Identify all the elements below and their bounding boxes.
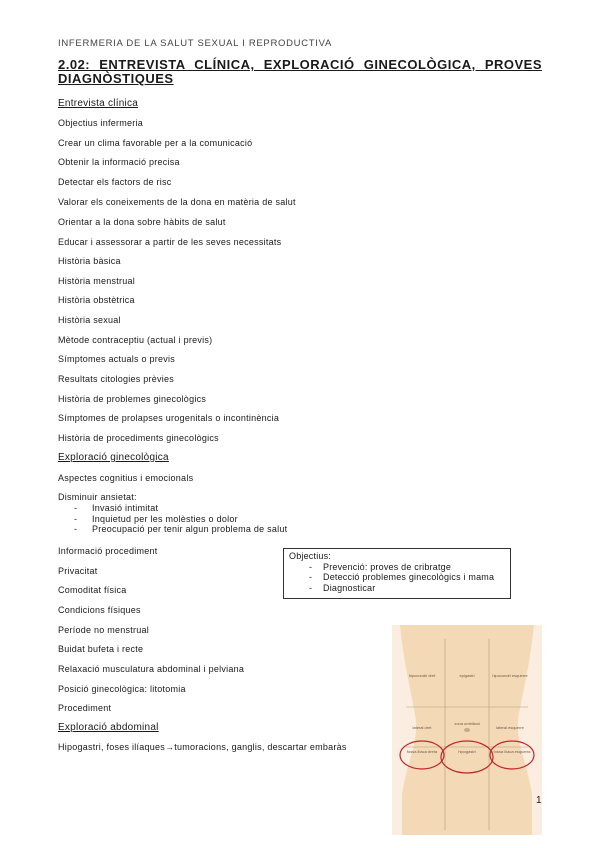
list-item: - Diagnosticar <box>309 582 376 593</box>
region-label: zona umbilical <box>454 721 480 726</box>
list-item: Procediment <box>58 703 112 713</box>
paragraph: Aspectes cognitius i emocionals <box>58 473 194 483</box>
list-item: Història bàsica <box>58 256 121 266</box>
list-item: Detectar els factors de risc <box>58 177 172 187</box>
list-item: Posició ginecològica: litotomia <box>58 684 186 694</box>
page-header: INFERMERIA DE LA SALUT SEXUAL I REPRODUCTIVA <box>58 38 332 49</box>
list-item: - Detecció problemes ginecològics i mama <box>309 572 495 582</box>
list-item: Història menstrual <box>58 276 136 286</box>
list-item: Mètode contraceptiu (actual i previs) <box>58 335 213 345</box>
list-item: Història de problemes ginecològics <box>58 394 207 404</box>
section-heading-abdominal: Exploració abdominal <box>58 722 159 733</box>
region-label: epigastri <box>459 673 475 678</box>
region-label: hipocondri dret <box>408 673 436 678</box>
list-item: Valorar els coneixements de la dona en matèria de salut <box>58 197 296 207</box>
list-item: Orientar a la dona sobre hàbits de salut <box>58 217 226 227</box>
objectives-label: Objectius: <box>289 551 332 561</box>
list-item: Història sexual <box>58 315 121 325</box>
list-item: Símptomes actuals o previs <box>58 354 176 364</box>
abdominal-regions-figure <box>392 625 542 835</box>
region-label: lateral esquerre <box>496 725 524 730</box>
list-item: - Invasió intimitat <box>74 503 159 513</box>
list-item: - Prevenció: proves de cribratge <box>309 561 452 572</box>
page-number: 1 <box>536 795 542 806</box>
list-item: Història de procediments ginecològics <box>58 433 219 443</box>
section-heading: Exploració ginecològica <box>58 452 169 463</box>
list-item: Buidat bufeta i recte <box>58 644 144 654</box>
list-item: Obtenir la informació precisa <box>58 157 180 167</box>
list-item: - Inquietud per les molèsties o dolor <box>74 513 238 524</box>
page-title: 2.02: ENTREVISTA CLÍNICA, EXPLORACIÓ GINECOLÒGICA, PROVES DIAGNÒSTIQUES <box>58 57 542 86</box>
navel <box>464 728 470 732</box>
list-item: Període no menstrual <box>58 625 150 635</box>
anxiety-list <box>58 503 287 535</box>
list-item: Resultats citologies prèvies <box>58 374 175 384</box>
region-label: hipocondri esquerre <box>492 673 528 678</box>
objectives-list <box>289 562 505 594</box>
region-label: fossa ilíaca dreta <box>406 749 438 754</box>
list-item: - Preocupació per tenir algun problema de salut <box>74 524 288 534</box>
region-label: fossa ilíaca esquerra <box>493 749 531 754</box>
anxiety-block <box>58 492 287 535</box>
region-label: hipogastri <box>458 749 476 754</box>
list-item: Crear un clima favorable per a la comunicació <box>58 138 253 148</box>
objectives-box <box>283 548 511 599</box>
list-item: Relaxació musculatura abdominal i pelviana <box>58 664 245 674</box>
region-label: lateral dret <box>412 725 432 730</box>
list-item: Privacitat <box>58 566 98 576</box>
list-item: Condicions físiques <box>58 605 141 615</box>
anxiety-label: Disminuir ansietat: <box>58 492 137 502</box>
list-item: Informació procediment <box>58 546 158 556</box>
list-item: Comoditat física <box>58 585 127 595</box>
list-item: Símptomes de prolapses urogenitals o incontinència <box>58 413 280 423</box>
section-heading: Entrevista clínica <box>58 98 139 109</box>
list-item: Educar i assessorar a partir de les seves necessitats <box>58 237 282 247</box>
paragraph-abdominal: Hipogastri, foses ilíaques→tumoracions, ganglis, descartar embaràs <box>58 742 347 752</box>
list-item: Història obstètrica <box>58 295 135 305</box>
list-item: Objectius infermeria <box>58 118 144 128</box>
